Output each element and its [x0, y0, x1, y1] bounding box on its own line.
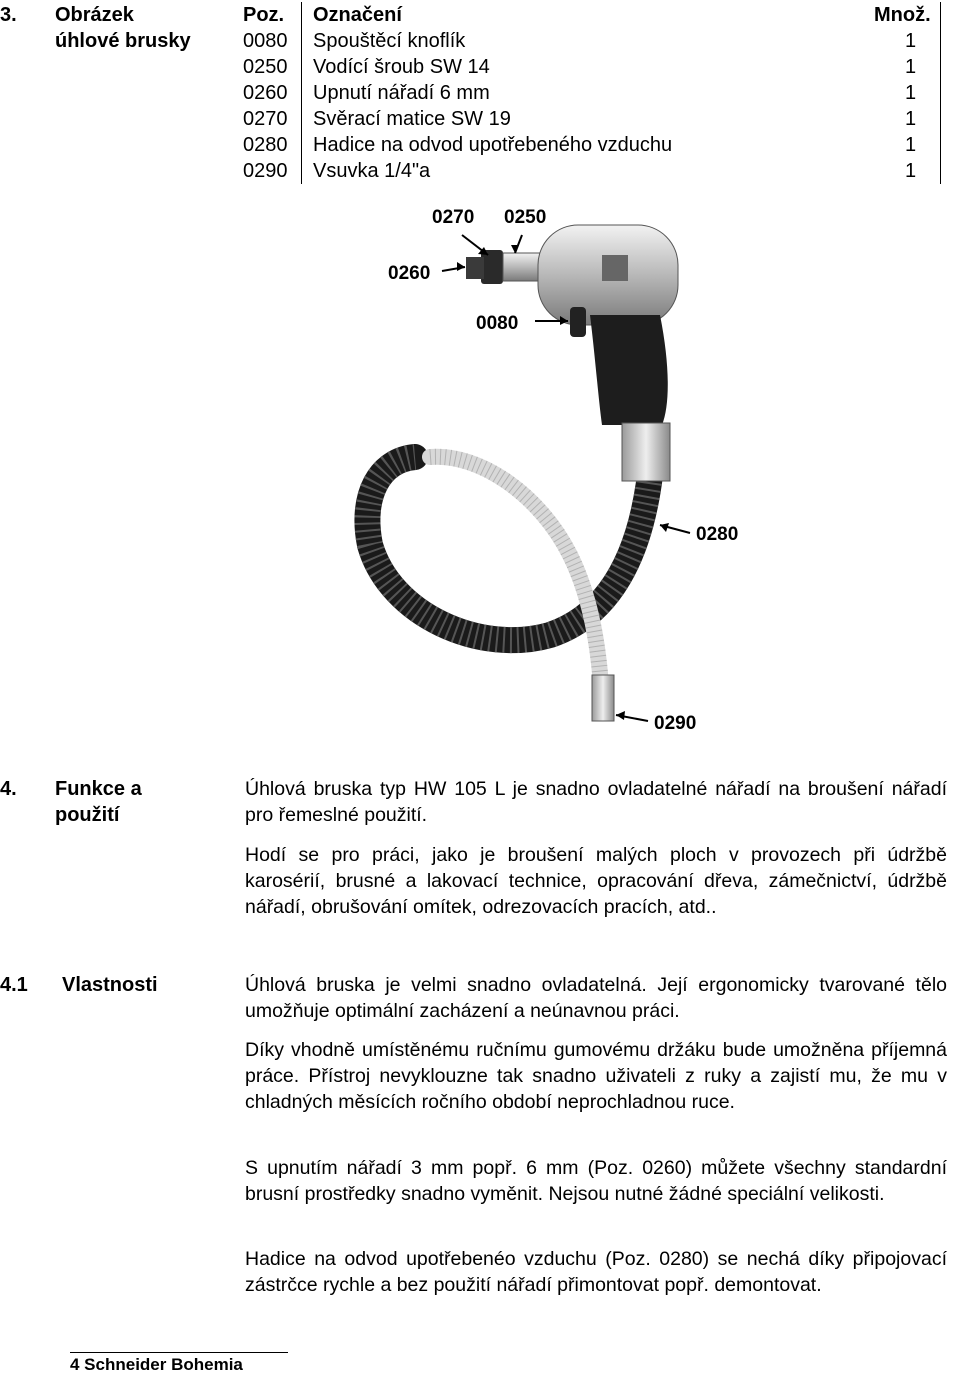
row-name: Hadice na odvod upotřebeného vzduchu — [313, 134, 673, 156]
air-inlet — [622, 423, 670, 481]
row-name: Upnutí nářadí 6 mm — [313, 82, 490, 104]
section-41-title: Vlastnosti — [62, 974, 158, 996]
header-name: Označení — [313, 4, 402, 26]
row-name: Svěrací matice SW 19 — [313, 108, 511, 130]
header-qty: Množ. — [874, 4, 931, 26]
section-41-paragraph-2: Díky vhodně umístěnému ručnímu gumovému držáku bude umožněna příjemná práce. Přístroj nevyklouzne tak snadno uživateli z ruky a zajistí mu, že mu v chladných měsících ročního období neprochladnou ruce. — [245, 1039, 947, 1113]
label-0250: 0250 — [504, 207, 547, 228]
section-3-title-line1: Obrázek — [55, 4, 134, 26]
row-name: Spouštěcí knoflík — [313, 30, 466, 52]
row-name: Vsuvka 1/4"a — [313, 160, 431, 182]
coupler — [592, 675, 614, 721]
row-qty: 1 — [905, 134, 917, 156]
row-qty: 1 — [905, 30, 917, 52]
row-pos: 0290 — [243, 160, 288, 182]
row-pos: 0270 — [243, 108, 288, 130]
collet — [466, 257, 484, 279]
row-name: Vodící šroub SW 14 — [313, 56, 490, 78]
air-hose — [430, 457, 602, 700]
rubber-grip — [590, 315, 668, 425]
footer-text: 4 Schneider Bohemia — [70, 1355, 243, 1374]
footer-rule — [70, 1352, 288, 1353]
section-4-paragraph-1: Úhlová bruska typ HW 105 L je snadno ovladatelné nářadí na broušení nářadí pro řemeslné použití. — [245, 778, 947, 826]
section-41-number: 4.1 — [0, 974, 28, 996]
label-0290: 0290 — [654, 713, 697, 734]
table-divider-right — [940, 2, 941, 184]
row-qty: 1 — [905, 82, 917, 104]
row-pos: 0280 — [243, 134, 288, 156]
row-pos: 0250 — [243, 56, 288, 78]
collet-nut — [481, 250, 503, 284]
label-0270: 0270 — [432, 207, 475, 228]
section-4-title-line1: Funkce a — [55, 778, 142, 800]
row-pos: 0260 — [243, 82, 288, 104]
section-3-number: 3. — [0, 4, 17, 26]
badge — [602, 255, 628, 281]
header-pos: Poz. — [243, 4, 285, 26]
row-pos: 0080 — [243, 30, 288, 52]
angle-grinder-figure — [370, 195, 739, 755]
label-0280: 0280 — [696, 524, 739, 545]
trigger — [570, 307, 586, 337]
row-qty: 1 — [905, 160, 917, 182]
table-divider-pos — [301, 2, 302, 184]
label-0260: 0260 — [388, 263, 431, 284]
section-41-paragraph-1: Úhlová bruska je velmi snadno ovladatelná. Její ergonomicky tvarované tělo umožňuje optimální zacházení a neúnavnou práci. — [245, 974, 947, 1022]
section-3-title-line2: úhlové brusky — [55, 30, 191, 52]
section-4-title-line2: použití — [55, 804, 120, 826]
section-4-paragraph-2: Hodí se pro práci, jako je broušení malých ploch v provozech při údržbě karosérií, brusné a lakovací technice, opracování dřeva, zámečnictví, údržbě nářadí, obrušování omítek, odrezovacích pracích, atd.. — [245, 844, 947, 918]
row-qty: 1 — [905, 108, 917, 130]
row-qty: 1 — [905, 56, 917, 78]
section-4-number: 4. — [0, 778, 17, 800]
section-41-paragraph-4: Hadice na odvod upotřebenéo vzduchu (Poz. 0280) se nechá díky připojovací zástrčce rychle a bez použití nářadí přimontovat popř. demontovat. — [245, 1248, 947, 1296]
section-41-paragraph-3: S upnutím nářadí 3 mm popř. 6 mm (Poz. 0260) můžete všechny standardní brusní prostředky snadno vyměnit. Nejsou nutné žádné speciální velikosti. — [245, 1157, 947, 1205]
spindle — [503, 253, 541, 281]
label-0080: 0080 — [476, 313, 519, 334]
